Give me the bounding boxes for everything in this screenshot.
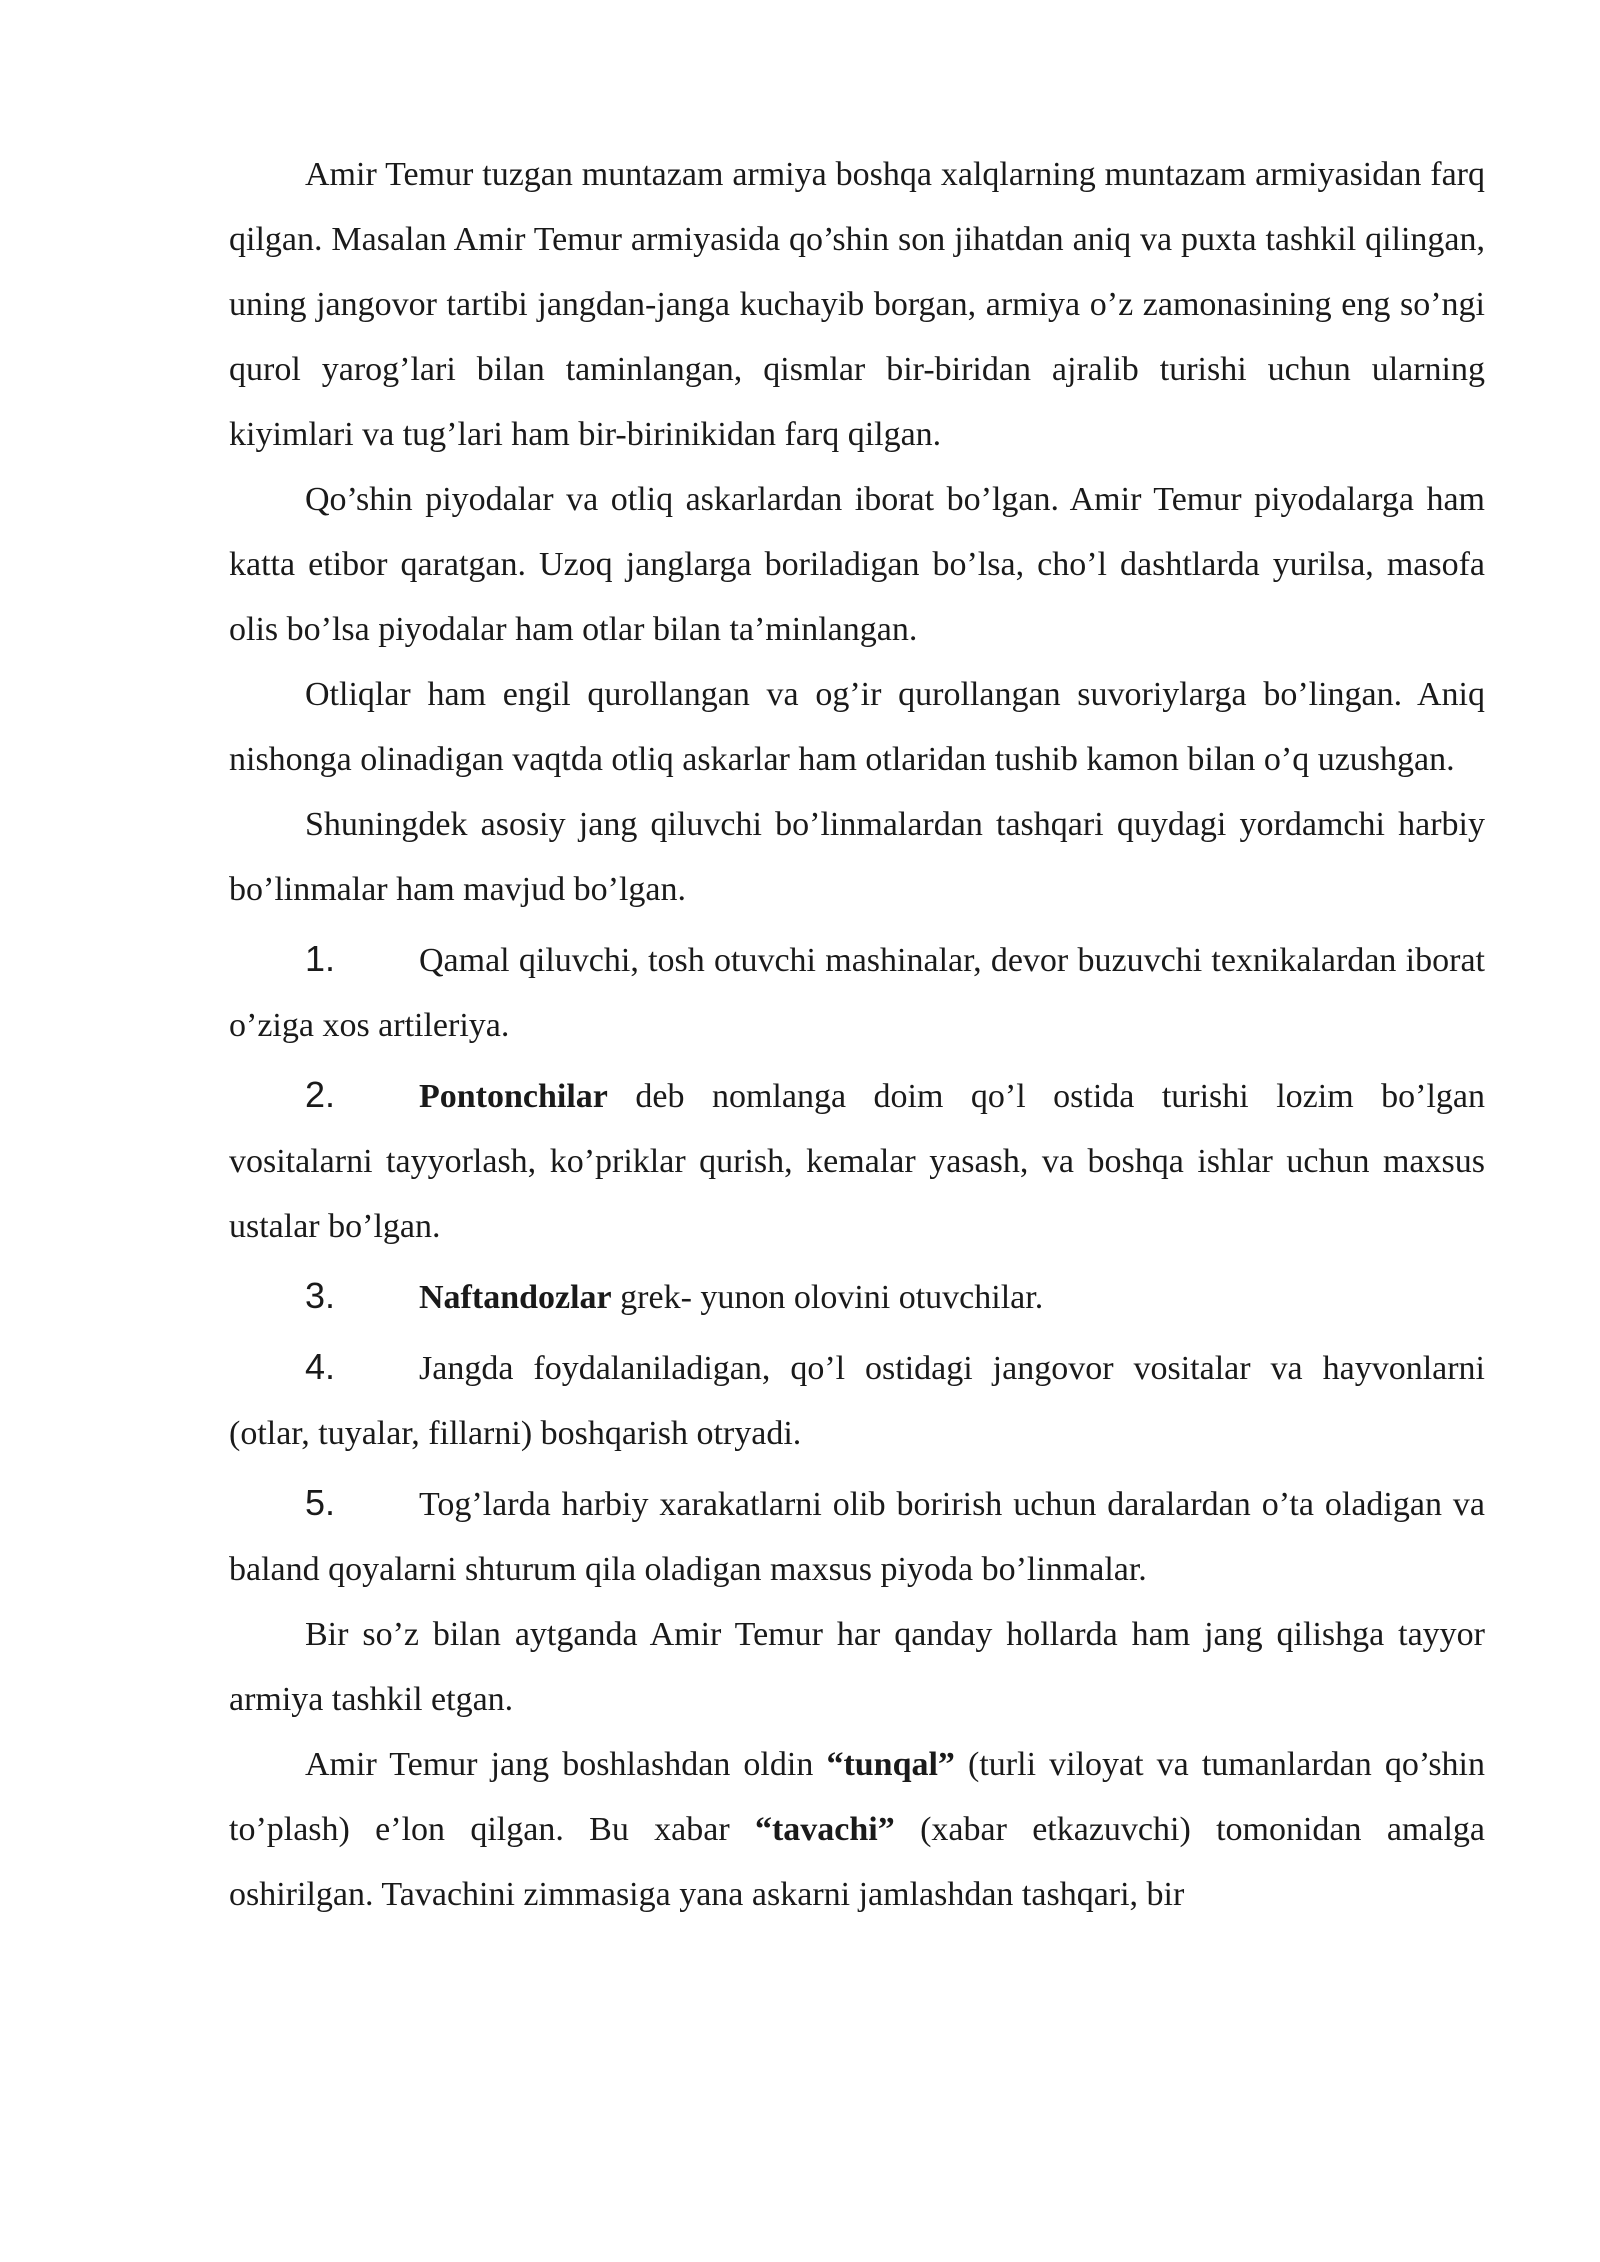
term-tavachi: “tavachi”: [754, 1811, 895, 1848]
list-item-5: [229, 1470, 1485, 1602]
document-page: [229, 142, 1485, 1927]
list-number: 2.: [305, 1074, 336, 1115]
list-item-text: grek- yunon olovini otuvchilar.: [611, 1279, 1044, 1316]
list-item-text: Jangda foydalaniladigan, qo’l ostidagi jangovor vositalar va hayvonlarni (otlar, tuyalar, fillarni) boshqarish otryadi.: [229, 1350, 1485, 1452]
list-item-term: Pontonchilar: [419, 1078, 608, 1115]
list-number: 1.: [305, 938, 336, 979]
list-item-4: [229, 1334, 1485, 1466]
paragraph-tunqal-tavachi: [229, 1732, 1485, 1927]
text-segment: (xabar etkazuvchi) tomonidan amalga oshirilgan. Tavachini zimmasiga yana askarni jamlashdan tashqari, bir: [229, 1811, 1486, 1913]
term-tunqal: “tunqal”: [826, 1746, 955, 1783]
list-number: 5.: [305, 1482, 336, 1523]
text-segment: (turli viloyat va tumanlardan qo’shin to’plash) e’lon qilgan. Bu xabar: [229, 1746, 1485, 1848]
list-item-2: [229, 1062, 1485, 1259]
paragraph-auxiliary-units: Shuningdek asosiy jang qiluvchi bo’linmalardan tashqari quydagi yordamchi harbiy bo’linmalar ham mavjud bo’lgan.: [229, 806, 1485, 908]
paragraph-ready-army: Bir so’z bilan aytganda Amir Temur har qanday hollarda ham jang qilishga tayyor armiya tashkil etgan.: [229, 1616, 1485, 1718]
paragraph-cavalry-types: Otliqlar ham engil qurollangan va og’ir qurollangan suvoriylarga bo’lingan. Aniq nishonga olinadigan vaqtda otliq askarlar ham otlaridan tushib kamon bilan o’q uzushgan.: [229, 676, 1485, 778]
paragraph-army-differences: Amir Temur tuzgan muntazam armiya boshqa xalqlarning muntazam armiyasidan farq qilgan. Masalan Amir Temur armiyasida qo’shin son jihatdan aniq va puxta tashkil qilingan, uning jangovor tartibi jangdan-janga kuchayib borgan, armiya o’z zamonasining eng so’ngi qurol yarog’lari bilan taminlangan, qismlar bir-biridan ajralib turishi uchun ularning kiyimlari va tug’lari ham bir-birinikidan farq qilgan.: [229, 156, 1485, 453]
list-item-text: Tog’larda harbiy xarakatlarni olib borirish uchun daralardan o’ta oladigan va baland qoyalarni shturum qila oladigan maxsus piyoda bo’linmalar.: [229, 1486, 1485, 1588]
list-item-text: Qamal qiluvchi, tosh otuvchi mashinalar, devor buzuvchi texnikalardan iborat o’ziga xos artileriya.: [229, 942, 1485, 1044]
list-item-1: [229, 926, 1485, 1058]
list-item-term: Naftandozlar: [419, 1279, 612, 1316]
list-item-text: deb nomlanga doim qo’l ostida turishi lozim bo’lgan vositalarni tayyorlash, ko’priklar qurish, kemalar yasash, va boshqa ishlar uchun maxsus ustalar bo’lgan.: [229, 1078, 1485, 1245]
text-segment: Amir Temur jang boshlashdan oldin: [305, 1746, 827, 1783]
list-item-3: [229, 1263, 1485, 1330]
list-number: 4.: [305, 1346, 336, 1387]
list-number: 3.: [305, 1275, 336, 1316]
paragraph-infantry-cavalry: Qo’shin piyodalar va otliq askarlardan iborat bo’lgan. Amir Temur piyodalarga ham katta etibor qaratgan. Uzoq janglarga boriladigan bo’lsa, cho’l dashtlarda yurilsa, masofa olis bo’lsa piyodalar ham otlar bilan ta’minlangan.: [229, 481, 1485, 648]
